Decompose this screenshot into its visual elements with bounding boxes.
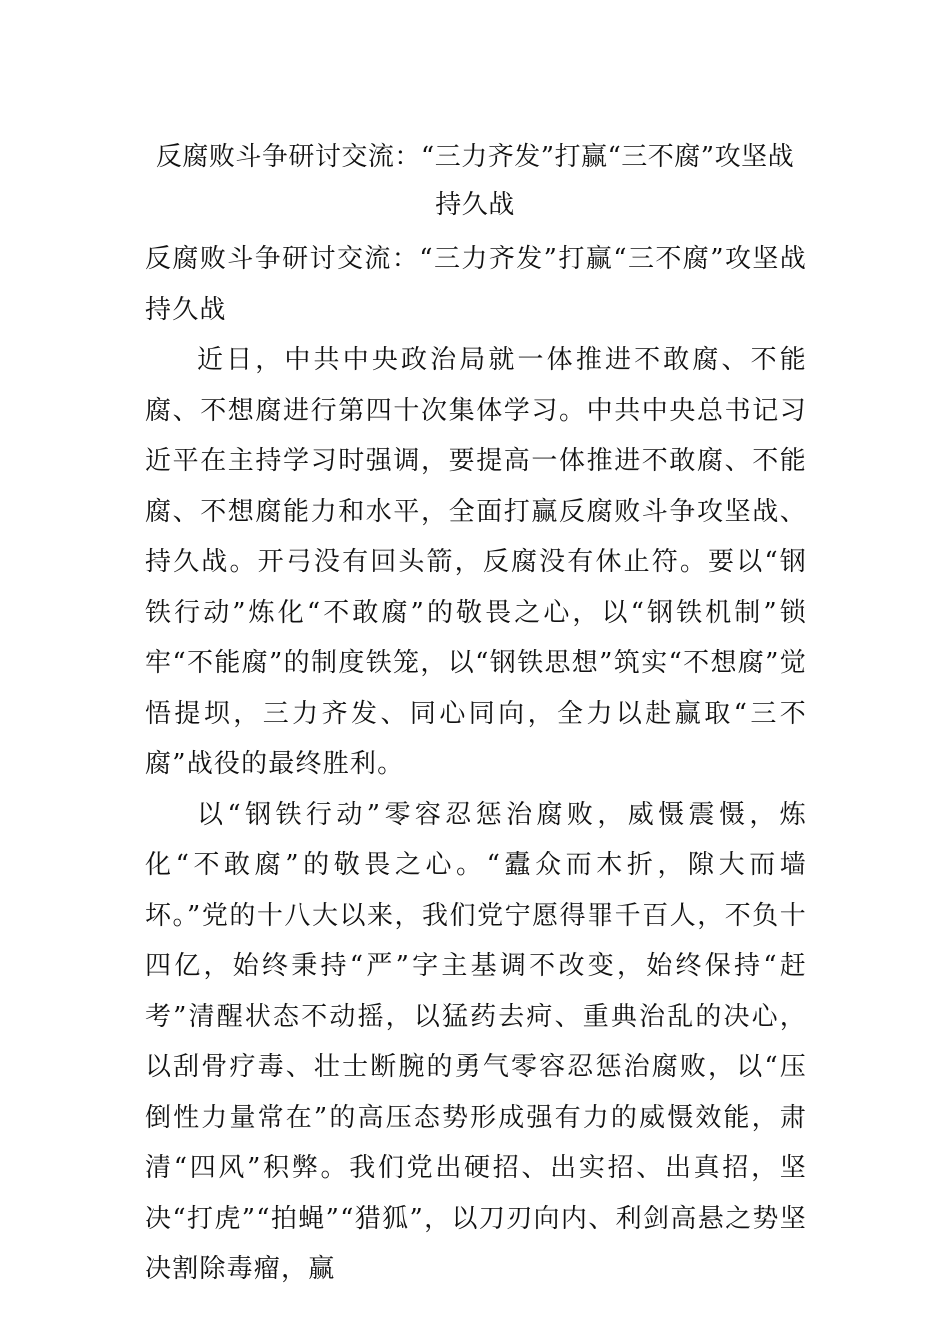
document-subtitle: 反腐败斗争研讨交流：“三力齐发”打赢“三不腐”攻坚战持久战 bbox=[145, 244, 807, 325]
document-title: 反腐败斗争研讨交流：“三力齐发”打赢“三不腐”攻坚战持久战 bbox=[155, 142, 795, 220]
body-paragraph-1: 近日，中共中央政治局就一体推进不敢腐、不能腐、不想腐进行第四十次集体学习。中共中央总书记习近平在主持学习时强调，要提高一体推进不敢腐、不能腐、不想腐能力和水平，全面打赢反腐败斗争攻坚战、持久战。开弓没有回头箭，反腐没有休止符。要以“钢铁行动”炼化“不敢腐”的敬畏之心，以“钢铁机制”锁牢“不能腐”的制度铁笼，以“钢铁思想”筑实“不想腐”觉悟提坝，三力齐发、同心同向，全力以赴赢取“三不腐”战役的最终胜利。 bbox=[145, 345, 807, 779]
document-body bbox=[145, 234, 807, 1295]
body-paragraph-2: 以“钢铁行动”零容忍惩治腐败，威慑震慑，炼化“不敢腐”的敬畏之心。“蠹众而木折，隙大而墙坏。”党的十八大以来，我们党宁愿得罪千百人，不负十四亿，始终秉持“严”字主基调不改变，始终保持“赶考”清醒状态不动摇，以猛药去疴、重典治乱的决心，以刮骨疗毒、壮士断腕的勇气零容忍惩治腐败，以“压倒性力量常在”的高压态势形成强有力的威慑效能，肃清“四风”积弊。我们党出硬招、出实招、出真招，坚决“打虎”“拍蝇”“猎狐”，以刀刃向内、利剑高悬之势坚决割除毒瘤，赢 bbox=[145, 799, 807, 1284]
